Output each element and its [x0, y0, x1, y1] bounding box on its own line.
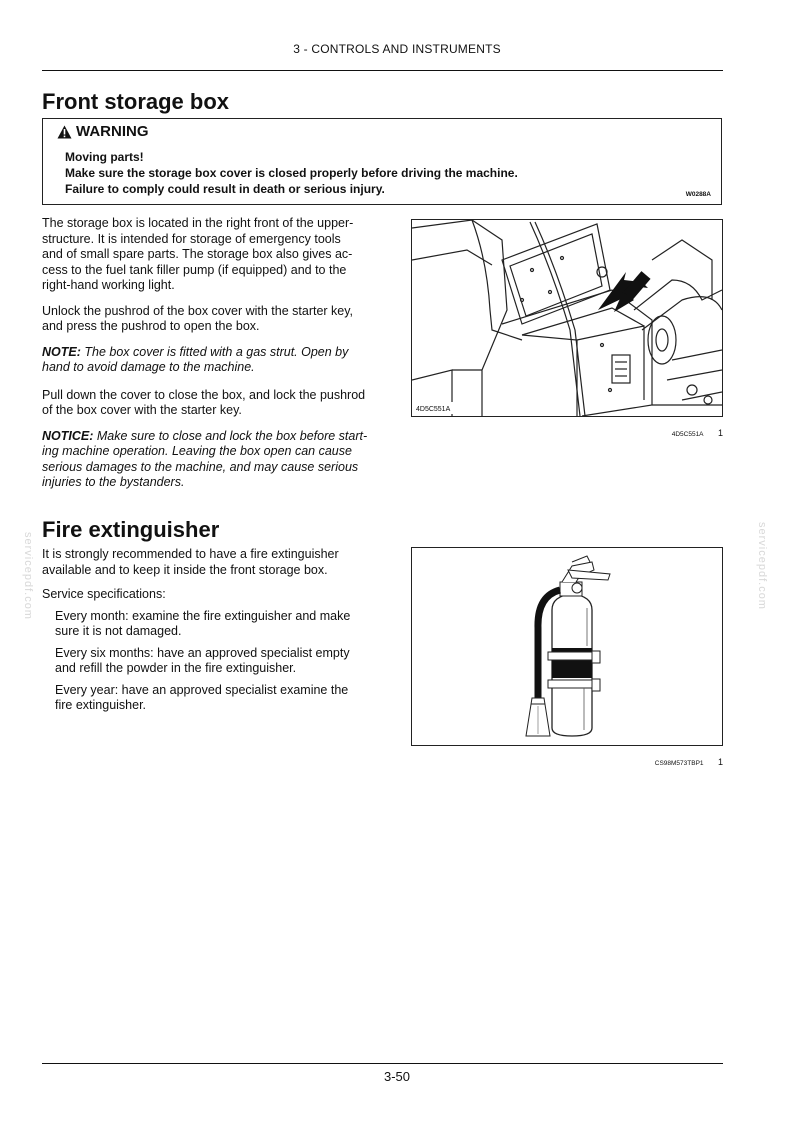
line: injuries to the bystanders. [42, 475, 185, 489]
line: ing machine operation. Leaving the box open can cause [42, 444, 352, 458]
spec-title: Service specifications: [42, 587, 166, 601]
storage-box-illustration [412, 220, 722, 416]
line: Pull down the cover to close the box, and lock the pushrod [42, 387, 366, 402]
notice-label: NOTICE: [42, 428, 94, 443]
header-rule [42, 70, 723, 71]
figure-caption-extinguisher [560, 752, 723, 770]
line: of the box cover with the starter key. [42, 403, 242, 417]
figure-inner-label: 4D5C551A [416, 406, 451, 413]
warning-title [57, 123, 149, 140]
running-header: 3 - CONTROLS AND INSTRUMENTS [293, 42, 501, 56]
line: Unlock the pushrod of the box cover with the starter key, [42, 303, 354, 318]
spec-item-month [55, 609, 376, 640]
line: Every month: examine the fire extinguisher and make [55, 608, 351, 623]
warning-label: WARNING [76, 123, 149, 140]
figure-caption-storage [560, 423, 723, 441]
spec-item-six-months [55, 646, 376, 677]
warning-triangle-icon [57, 125, 72, 139]
line: and refill the powder in the fire extinguisher. [55, 661, 297, 675]
line: The box cover is fitted with a gas strut. Open by [80, 344, 349, 359]
line: cess to the fuel tank filler pump (if equipped) and to the [42, 262, 347, 277]
extinguisher-figure [411, 547, 723, 746]
fire-extinguisher-illustration [412, 548, 722, 745]
caption-code: CS98M573TBP1 [654, 760, 704, 767]
line: It is strongly recommended to have a fire extinguisher [42, 547, 339, 561]
warning-box [42, 118, 722, 205]
section-title-extinguisher: Fire extinguisher [42, 517, 220, 542]
watermark-right: servicepdf.com [756, 522, 768, 610]
notice [42, 429, 376, 491]
line: sure it is not damaged. [55, 624, 182, 638]
line: serious damages to the machine, and may cause serious [42, 459, 359, 474]
warning-text [65, 149, 518, 197]
warning-line: Moving parts! [65, 150, 144, 164]
section-title-storage: Front storage box [42, 89, 230, 114]
line: right-hand working light. [42, 278, 175, 292]
warning-code: W0288A [685, 191, 711, 198]
paragraph [42, 304, 376, 335]
page-number: 3-50 [383, 1069, 411, 1084]
paragraph [42, 216, 376, 294]
note-label: NOTE: [42, 344, 81, 359]
warning-line: Make sure the storage box cover is closed properly before driving the machine. [65, 166, 518, 180]
line: Every six months: have an approved specialist empty [55, 645, 350, 660]
line: and of small spare parts. The storage box also gives ac- [42, 247, 353, 261]
footer-rule [42, 1063, 723, 1064]
watermark-left: servicepdf.com [22, 532, 34, 620]
warning-line: Failure to comply could result in death or serious injury. [65, 182, 385, 196]
caption-number: 1 [717, 428, 723, 438]
storage-box-figure [411, 219, 723, 417]
spec-item-year [55, 683, 376, 714]
line: The storage box is located in the right front of the upper- [42, 216, 354, 230]
line: hand to avoid damage to the machine. [42, 360, 255, 374]
note [42, 345, 376, 376]
paragraph [42, 547, 376, 578]
paragraph [42, 388, 376, 419]
line: Make sure to close and lock the box before start- [93, 428, 368, 443]
line: available and to keep it inside the front storage box. [42, 562, 328, 577]
caption-code: 4D5C551A [671, 431, 704, 438]
line: fire extinguisher. [55, 698, 147, 712]
line: structure. It is intended for storage of emergency tools [42, 231, 341, 246]
line: Every year: have an approved specialist examine the [55, 682, 349, 697]
extinguisher-body [42, 547, 376, 714]
caption-number: 1 [717, 757, 723, 767]
line: and press the pushrod to open the box. [42, 319, 260, 333]
storage-body [42, 216, 376, 491]
